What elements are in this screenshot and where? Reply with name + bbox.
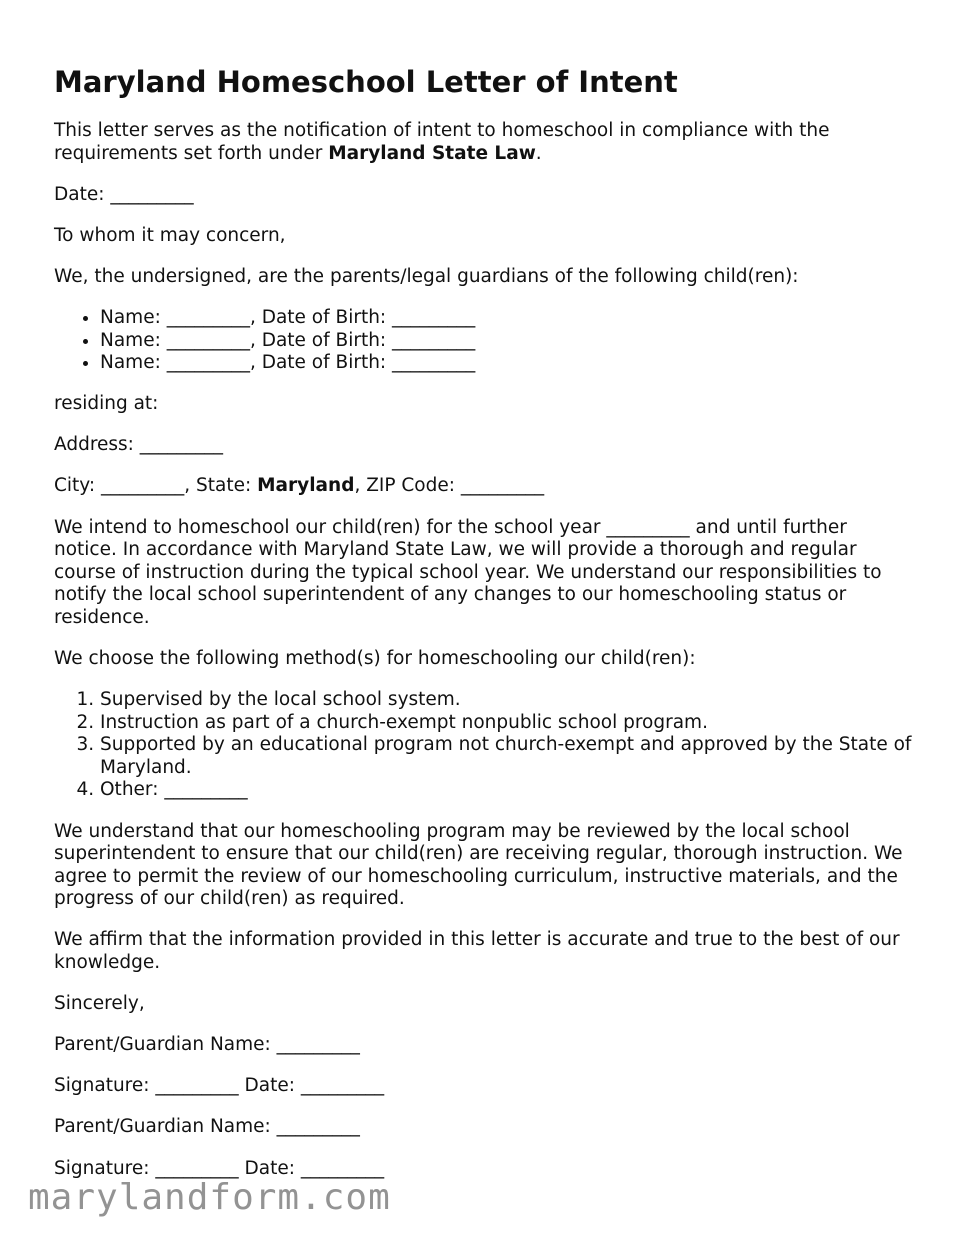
document-title: Maryland Homeschool Letter of Intent [54,65,678,99]
method-item: 3. Supported by an educational program not church-exempt and approved by the State of Maryland. [100,734,914,779]
city-line [54,475,914,498]
intent-paragraph: We intend to homeschool our child(ren) for the school year _________ and until further notice. In accordance with Maryland State Law, we will provide a thorough and regular course of instruction during the typical school year. We understand our responsibilities to notify the local school superintendent of any changes to our homeschooling status or residence. [54,516,882,628]
intro-paragraph [54,120,914,165]
child-item: • Name: _________, Date of Birth: _________ [100,307,914,330]
site-watermark: marylandform.com [28,1177,391,1218]
letter-document [54,62,914,1199]
child-item: • Name: _________, Date of Birth: _________ [100,330,914,353]
state-value: Maryland [257,475,355,497]
city-text: City: _________, State: [54,475,258,497]
salutation: To whom it may concern, [54,224,286,246]
method-item: 4. Other: _________ [100,779,914,802]
method-item: 2. Instruction as part of a church-exempt nonpublic school program. [100,712,914,735]
signature-line: Signature: _________ Date: _________ [54,1157,385,1179]
affirm-paragraph: We affirm that the information provided in this letter is accurate and true to the best of our knowledge. [54,929,900,974]
review-paragraph: We understand that our homeschooling program may be reviewed by the local school superintendent to ensure that our child(ren) are receiving regular, thorough instruction. We agree to permit the review of our homeschooling curriculum, instructive materials, and the progress of our child(ren) as required. [54,820,903,910]
children-list [54,307,914,375]
closing: Sincerely, [54,993,145,1015]
child-item: • Name: _________, Date of Birth: _________ [100,352,914,375]
intro-text-end: . [535,142,542,164]
intro-bold-law: Maryland State Law [328,142,536,164]
guardian-name-line: Parent/Guardian Name: _________ [54,1034,360,1056]
methods-intro: We choose the following method(s) for homeschooling our child(ren): [54,648,696,669]
date-line: Date: _________ [54,183,194,205]
residing-at: residing at: [54,393,159,415]
parents-statement: We, the undersigned, are the parents/legal guardians of the following child(ren): [54,265,799,287]
intro-text: This letter serves as the notification of intent to homeschool in compliance with the requirements set forth under [54,120,830,164]
zip-text: , ZIP Code: _________ [354,475,545,497]
address-line: Address: _________ [54,434,224,456]
signature-line: Signature: _________ Date: _________ [54,1075,385,1097]
guardian-name-line: Parent/Guardian Name: _________ [54,1116,360,1138]
method-item: 1. Supervised by the local school system. [100,689,914,712]
methods-list [54,689,914,802]
